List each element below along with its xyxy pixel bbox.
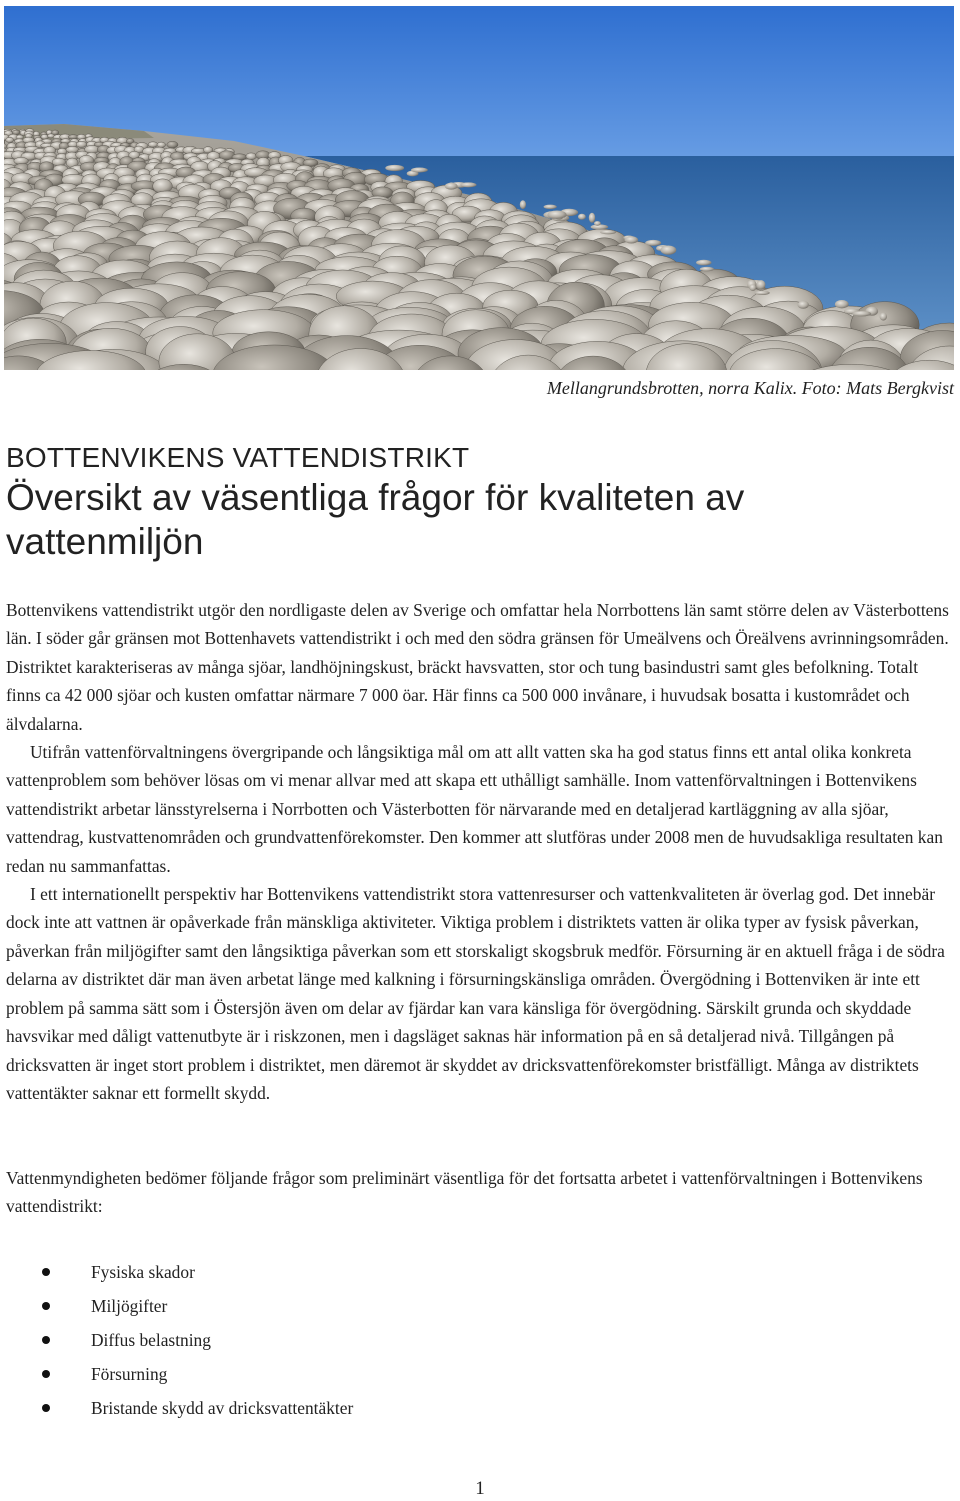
- boulder-shape: [148, 142, 158, 147]
- water-stone-shape: [696, 260, 711, 266]
- paragraph-water-management: Utifrån vattenförvaltningens övergripande och långsiktiga mål om att allt vatten ska ha god status finns ett antal olika konkreta vattenproblem som behöver lösas om vi menar allvar med att skapa ett uthålligt samhälle. Inom vattenförvaltningen i Bottenvikens vattendistrikt arbetar länsstyrelserna i Norrbotten och Västerbotten för närvarande med en detaljerad kartläggning av alla sjöar, vattendrag, kustvattenområden och grundvattenförekomster. Den kommer att slutföras under 2008 men de huvudsakliga resultaten kan redan nu sammanfattas.: [6, 742, 943, 876]
- body-text: [6, 596, 956, 1107]
- list-item: [0, 1391, 353, 1425]
- page-number: 1: [475, 1478, 485, 1499]
- bullet-icon: [42, 1336, 50, 1344]
- bullet-icon: [42, 1302, 50, 1310]
- list-item-label: Bristande skydd av dricksvattentäkter: [91, 1398, 354, 1418]
- page-title: Översikt av väsentliga frågor för kvaliteten av vattenmiljön: [6, 477, 745, 562]
- water-stone-shape: [798, 301, 809, 309]
- water-stone-shape: [645, 240, 661, 246]
- list-item: [0, 1255, 353, 1289]
- water-stone-shape: [411, 168, 428, 173]
- water-stone-shape: [385, 165, 404, 171]
- list-item: [0, 1357, 353, 1391]
- water-stone-shape: [852, 311, 871, 316]
- boulder-shape: [76, 141, 87, 147]
- district-heading: BOTTENVIKENS VATTENDISTRIKT: [6, 442, 470, 473]
- water-stone-shape: [547, 211, 566, 219]
- water-stone-shape: [460, 182, 476, 187]
- cover-photo: [4, 6, 954, 370]
- bullet-icon: [42, 1404, 50, 1412]
- water-stone-shape: [520, 200, 526, 209]
- water-stone-shape: [625, 236, 639, 243]
- water-stone-shape: [600, 230, 616, 234]
- water-stone-shape: [756, 280, 765, 289]
- issues-list: [0, 1255, 353, 1425]
- water-stone-shape: [578, 214, 586, 220]
- list-item-label: Miljögifter: [91, 1296, 168, 1316]
- paragraph-international-perspective: I ett internationellt perspektiv har Bottenvikens vattendistrikt stora vattenresurser och vattenkvaliteten är överlag god. Det innebär dock inte att vattnen är opåverkade från mänskliga aktiviteter. Viktiga problem i distriktets vatten är olika typer av fysisk påverkan, påverkan från miljögifter samt den långsiktiga påverkan som ett storskaligt skogsbruk medför. Försurning är en aktuell fråga i de södra delarna av distriktet där man även arbetat länge med kalkning i försurningskänsliga områden. Övergödning i Bottenviken är inte ett problem på samma sätt som i Östersjön även om delar av fjärdar kan vara känsliga för övergödning. Särskilt grunda och skyddade havsvikar med dåligt vattenutbyte är i riskzonen, men i dagsläget saknas här information på en så detaljerad nivå. Tillgången på dricksvatten är inget stort problem i distriktet, men däremot är skyddet av dricksvattenförekomster bristfälligt. Många av distriktets vattentäkter saknar ett formellt skydd.: [6, 884, 945, 1103]
- water-stone-shape: [880, 313, 887, 321]
- list-item: [0, 1323, 353, 1357]
- water-stone-shape: [700, 267, 714, 271]
- rocky-shore-illustration: [4, 6, 954, 370]
- water-stone-shape: [544, 205, 557, 209]
- list-item-label: Försurning: [91, 1364, 168, 1384]
- water-stone-shape: [754, 291, 769, 295]
- boulder-shape: [167, 141, 178, 148]
- boulder-shape: [6, 137, 14, 142]
- water-stone-shape: [835, 300, 849, 308]
- boulder-shape: [157, 142, 166, 147]
- boulder-shape: [246, 153, 257, 160]
- water-stone-shape: [445, 183, 458, 190]
- list-item-label: Fysiska skador: [91, 1262, 195, 1282]
- list-item-label: Diffus belastning: [91, 1330, 211, 1350]
- issues-intro: Vattenmyndigheten bedömer följande frågor som preliminärt väsentliga för det fortsatta arbetet i vattenförvaltningen i Bottenvikens vattendistrikt:: [6, 1168, 923, 1217]
- bullet-icon: [42, 1370, 50, 1378]
- paragraph-district-overview: Bottenvikens vattendistrikt utgör den nordligaste delen av Sverige och omfattar hela Norrbottens län samt större delen av Västerbottens län. I söder går gränsen mot Bottenhavets vattendistrikt i och med den södra gränsen för Umeälvens och Öreälvens avrinningsområden. Distriktet karakteriseras av många sjöar, landhöjningskust, bräckt havsvatten, stor och tung basindustri samt gles befolkning. Totalt finns ca 42 000 sjöar och kusten omfattar närmare 7 000 öar. Här finns ca 500 000 invånare, i huvudsak bosatta i kustområdet och älvdalarna.: [6, 600, 949, 734]
- bullet-icon: [42, 1268, 50, 1276]
- photo-caption: Mellangrundsbrotten, norra Kalix. Foto: Mats Bergkvist: [546, 378, 954, 398]
- list-item: [0, 1289, 353, 1323]
- water-stone-shape: [661, 246, 677, 255]
- water-stone-shape: [749, 284, 756, 291]
- water-stone-shape: [589, 213, 595, 223]
- water-stone-shape: [594, 221, 601, 226]
